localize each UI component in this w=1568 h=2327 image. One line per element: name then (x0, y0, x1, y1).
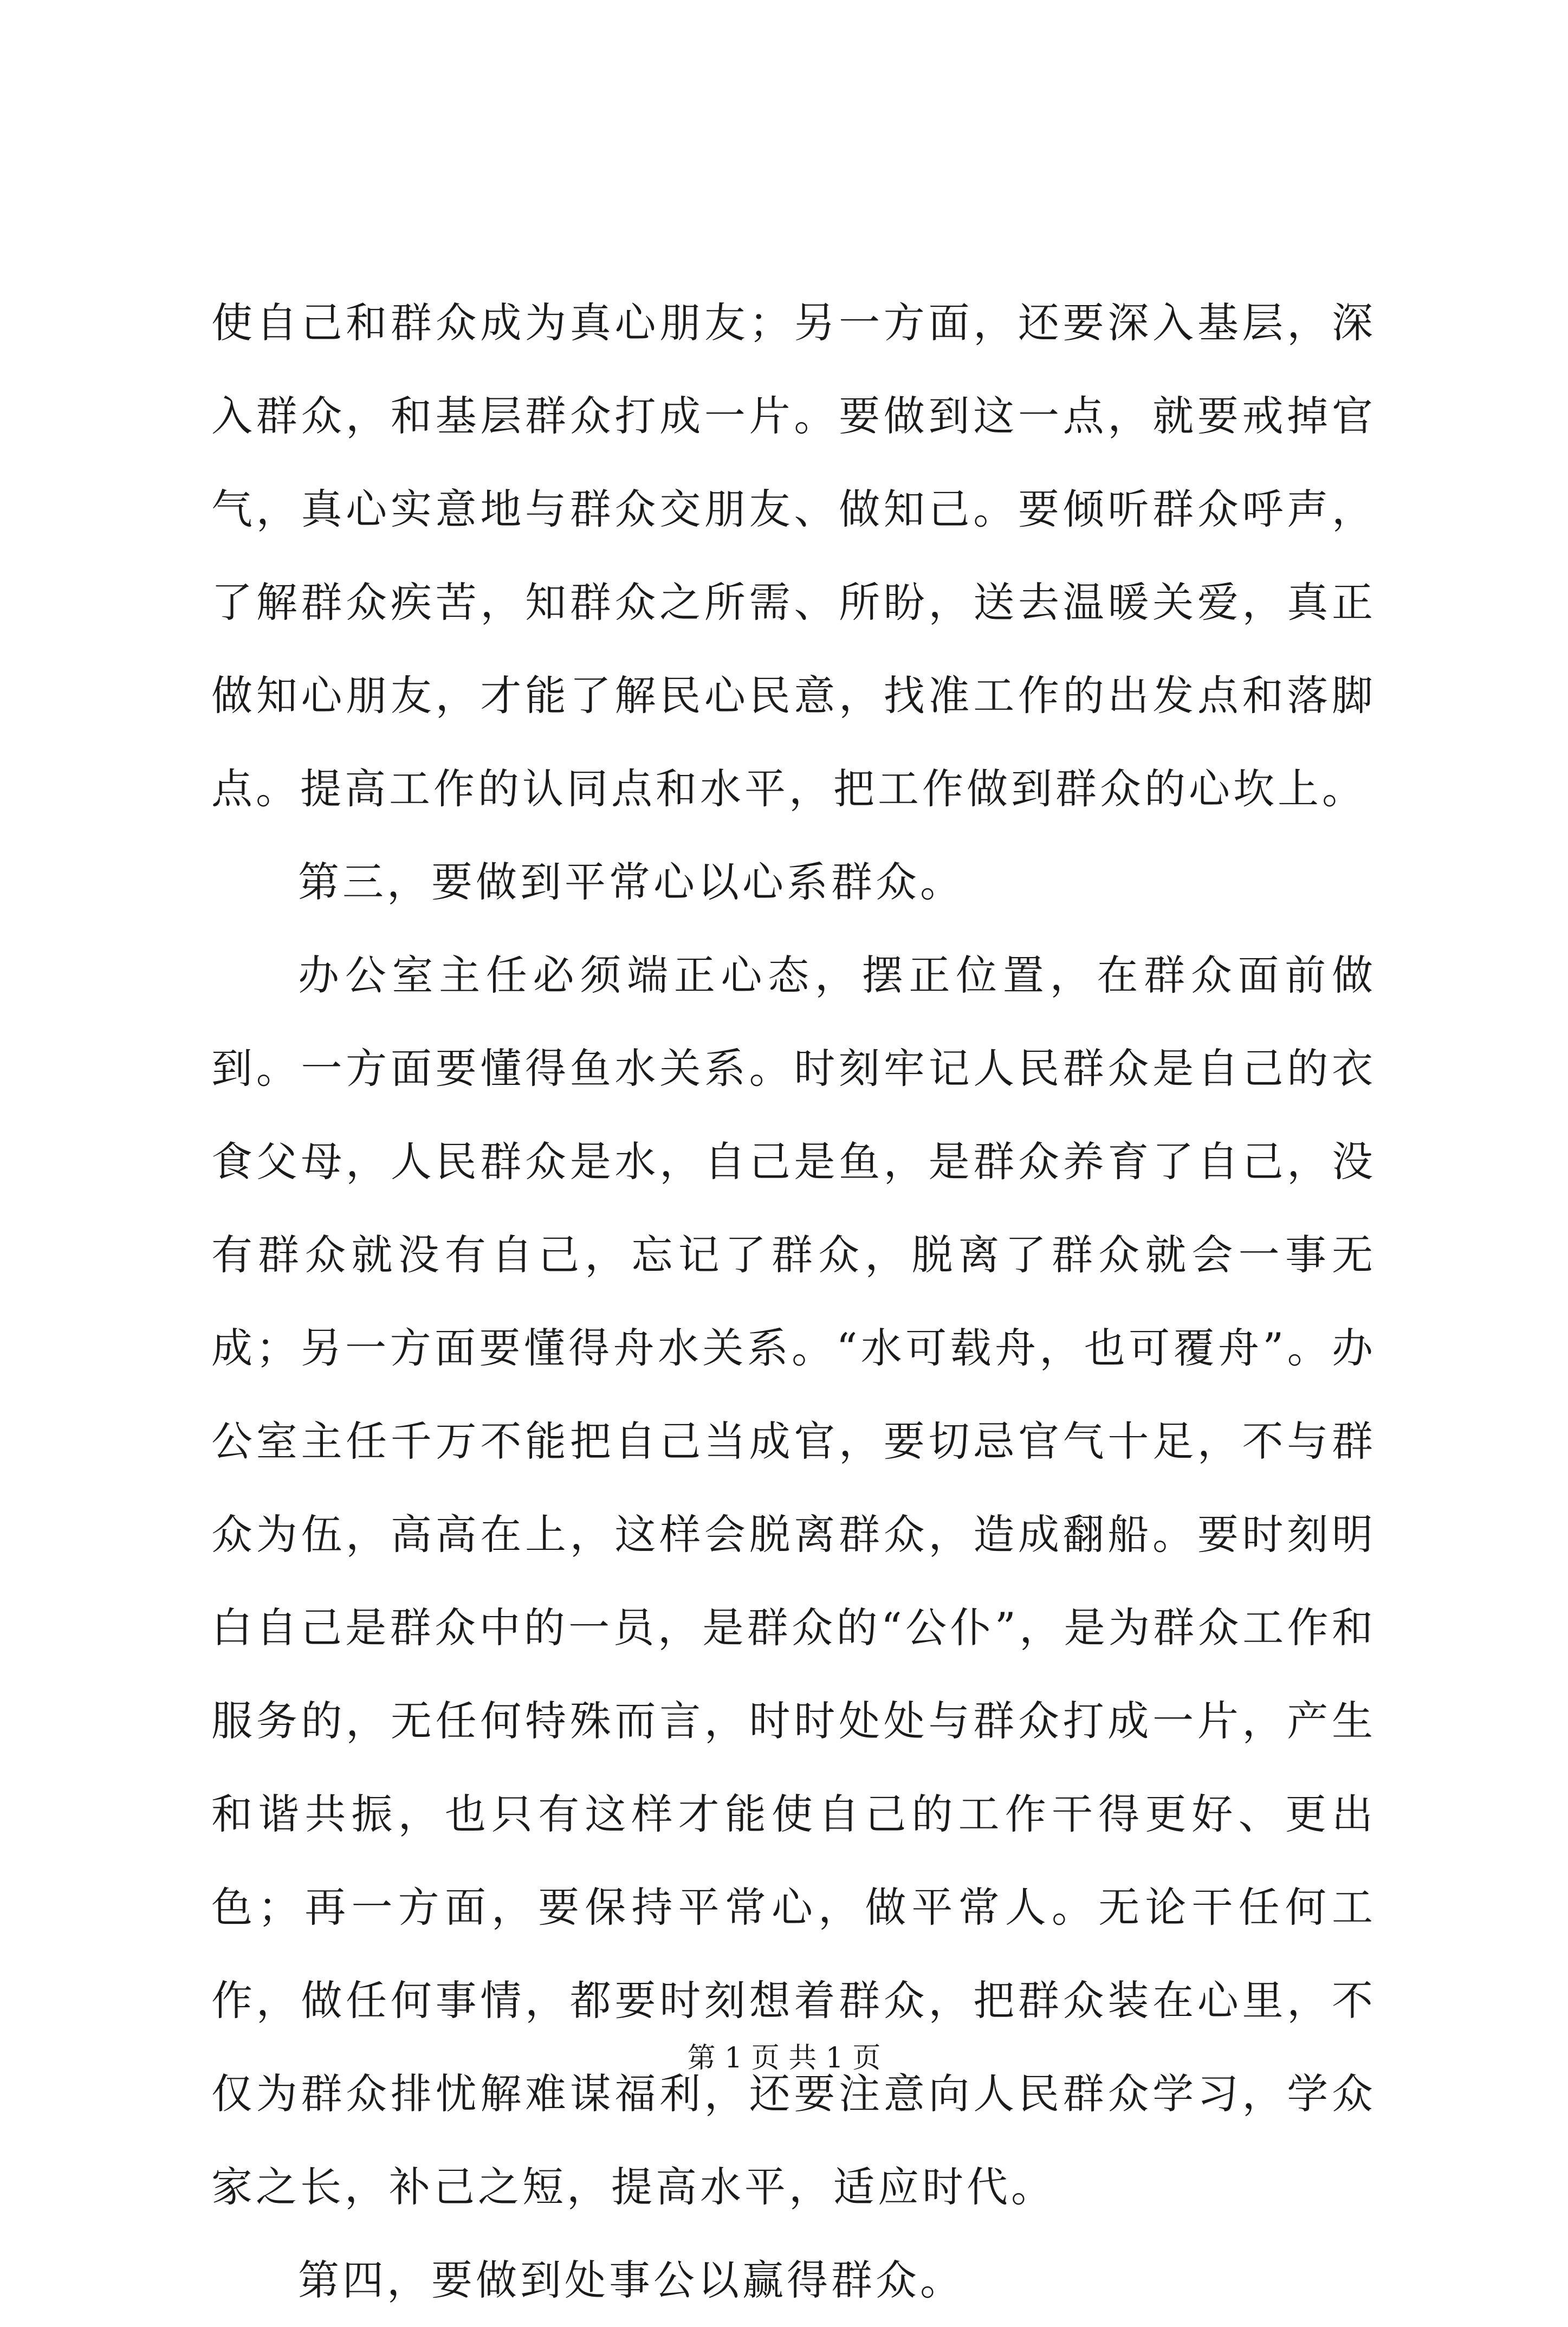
page-footer (0, 2035, 1568, 2076)
document-body (211, 276, 1376, 2327)
page-number: 第 1 页 共 1 页 (687, 2042, 881, 2074)
paragraph-section-three: 办公室主任必须端正心态，摆正位置，在群众面前做到。一方面要懂得鱼水关系。时刻牢记人民群众是自己的衣食父母，人民群众是水，自己是鱼，是群众养育了自己，没有群众就没有自己，忘记了群众，脱离了群众就会一事无成；另一方面要懂得舟水关系。“水可载舟，也可覆舟”。办公室主任千万不能把自己当成官，要切忌官气十足，不与群众为伍，高高在上，这样会脱离群众，造成翻船。要时刻明白自己是群众中的一员，是群众的“公仆”，是为群众工作和服务的，无任何特殊而言，时时处处与群众打成一片，产生和谐共振，也只有这样才能使自己的工作干得更好、更出色；再一方面，要保持平常心，做平常人。无论干任何工作，做任何事情，都要时刻想着群众，把群众装在心里，不仅为群众排忧解难谋福利，还要注意向人民群众学习，学众家之长，补己之短，提高水平，适应时代。 (211, 951, 1376, 2211)
paragraph-continuation: 使自己和群众成为真心朋友；另一方面，还要深入基层，深入群众，和基层群众打成一片。要做到这一点，就要戒掉官气，真心实意地与群众交朋友、做知己。要倾听群众呼声，了解群众疾苦，知群众之所需、所盼，送去温暖关爱，真正做知心朋友，才能了解民心民意，找准工作的出发点和落脚点。提高工作的认同点和水平，把工作做到群众的心坎上。 (211, 299, 1376, 813)
section-heading-four: 第四，要做到处事公以赢得群众。 (298, 2256, 964, 2304)
section-heading-three: 第三，要做到平常心以心系群众。 (298, 858, 964, 906)
